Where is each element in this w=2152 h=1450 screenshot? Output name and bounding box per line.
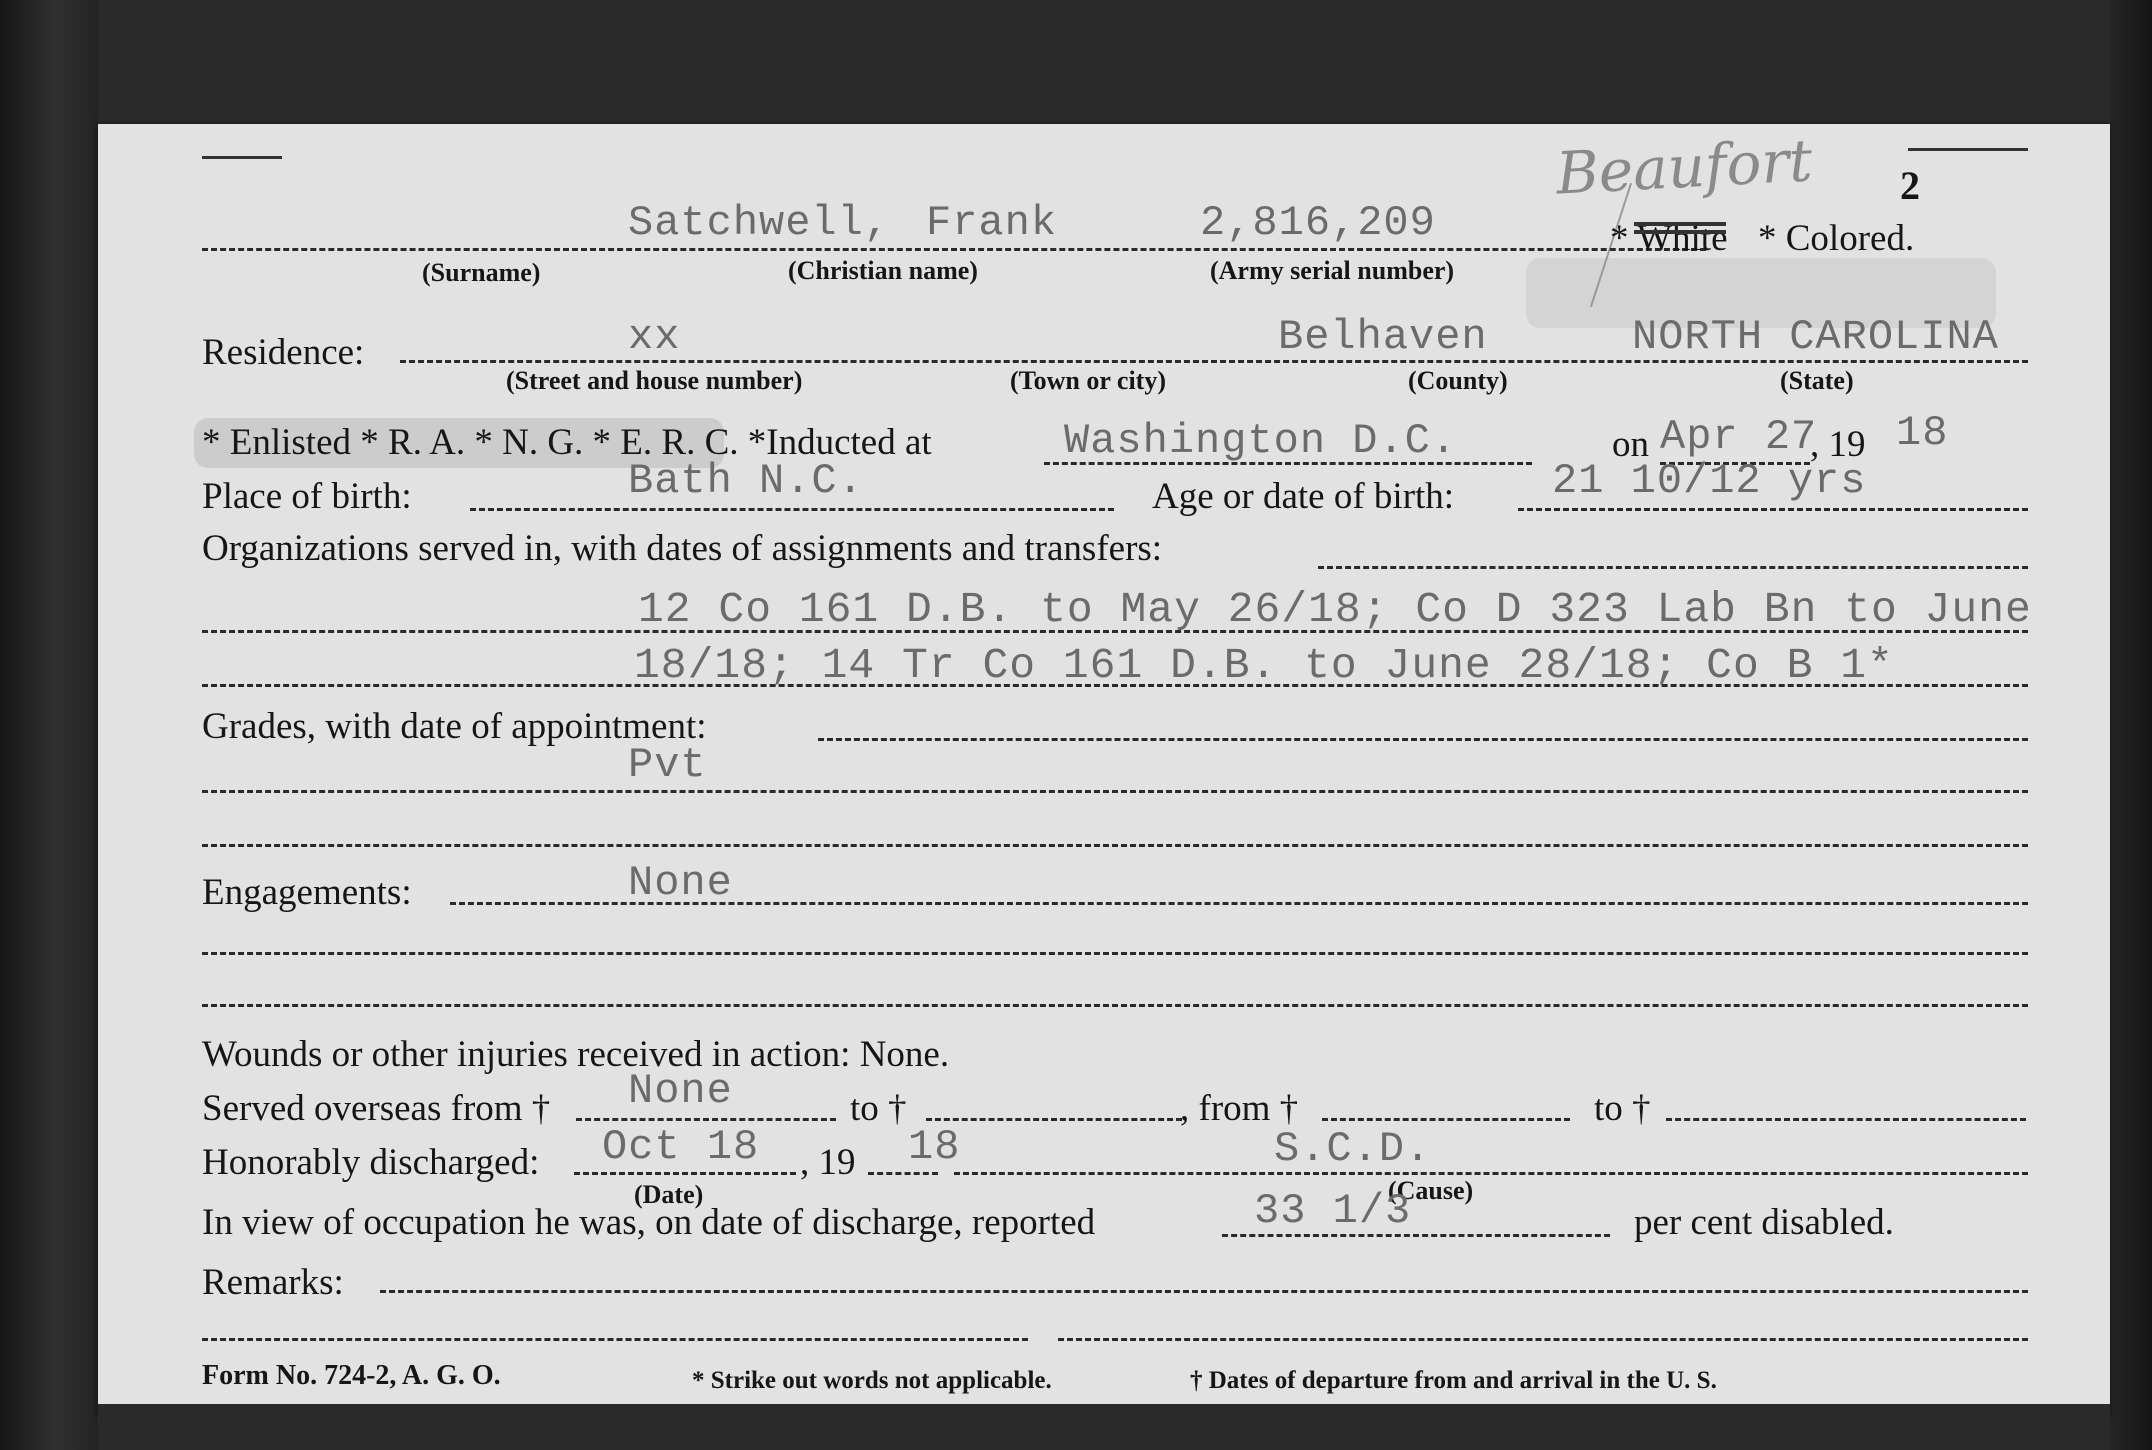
form-number: Form No. 724-2, A. G. O.: [202, 1360, 501, 1391]
discharge-label: Honorably discharged:: [202, 1142, 540, 1183]
overseas-to2-label: to †: [1594, 1088, 1651, 1129]
induction-date-value: Apr 27: [1660, 413, 1818, 461]
remarks-line-1b: [1058, 1338, 2028, 1341]
induction-place-value: Washington D.C.: [1064, 417, 1458, 465]
discharge-year-prefix: , 19: [800, 1142, 856, 1183]
discharge-year-value: 18: [908, 1123, 961, 1171]
on-label: on: [1612, 424, 1649, 465]
scan-border-left: [0, 0, 98, 1450]
date-caption: (Date): [634, 1180, 704, 1209]
remarks-line-1a: [202, 1338, 1028, 1341]
race-white-option: * White: [1610, 218, 1728, 259]
state-value: NORTH CAROLINA: [1632, 313, 1999, 361]
dates-note: † Dates of departure from and arrival in the U. S.: [1190, 1367, 1717, 1394]
engagements-label: Engagements:: [202, 872, 412, 913]
handwritten-county-note: Beaufort: [1554, 126, 1814, 208]
overseas-to2-line: [1666, 1118, 2026, 1121]
surname-caption: (Surname): [422, 258, 541, 287]
organizations-value-line2: 18/18; 14 Tr Co 161 D.B. to June 28/18; Co B 1*: [634, 641, 1894, 690]
discharge-date-value: Oct 18: [602, 1123, 760, 1171]
discharge-date-line: [574, 1172, 796, 1175]
grades-label: Grades, with date of appointment:: [202, 706, 707, 747]
place-of-birth-label: Place of birth:: [202, 476, 412, 517]
cause-caption: (Cause): [1388, 1176, 1474, 1205]
organizations-value-line1: 12 Co 161 D.B. to May 26/18; Co D 323 Lab Bn to June: [638, 585, 2032, 634]
corner-rule: [202, 156, 282, 159]
scan-border-bottom: [98, 1404, 2110, 1450]
race-white-strikeout: [1634, 222, 1726, 226]
remarks-line-0: [380, 1290, 2028, 1293]
corner-rule-right: [1908, 148, 2028, 151]
place-of-birth-value: Bath N.C.: [628, 457, 864, 505]
state-caption: (State): [1780, 366, 1854, 395]
engagements-value: None: [628, 859, 733, 907]
discharge-cause-value: S.C.D.: [1274, 1125, 1432, 1173]
age-label: Age or date of birth:: [1152, 476, 1455, 517]
christian-name-caption: (Christian name): [788, 256, 978, 285]
induction-year-value: 18: [1896, 409, 1949, 457]
organizations-line-0: [1318, 566, 2028, 569]
disability-percent-value: 33 1/3: [1254, 1187, 1412, 1235]
serial-number-value: 2,816,209: [1200, 199, 1436, 247]
residence-label: Residence:: [202, 332, 365, 373]
engagements-line-1: [202, 952, 2028, 955]
overseas-from-value: None: [628, 1067, 733, 1115]
town-caption: (Town or city): [1010, 366, 1166, 395]
age-line: [1518, 508, 2028, 511]
overseas-from2-label: , from †: [1180, 1088, 1299, 1129]
grades-line-0: [818, 738, 2028, 741]
service-record-card: [98, 124, 2110, 1418]
strike-note: * Strike out words not applicable.: [692, 1367, 1052, 1394]
serial-caption: (Army serial number): [1210, 256, 1455, 285]
christian-name-value: Frank: [926, 199, 1058, 247]
discharge-year-line: [868, 1172, 938, 1175]
enlistment-options: * Enlisted * R. A. * N. G. * E. R. C. *Inducted at: [202, 422, 932, 463]
surname-value: Satchwell,: [628, 199, 891, 247]
induction-place-line: [1044, 462, 1532, 465]
wounds-text: Wounds or other injuries received in action: None.: [202, 1034, 950, 1075]
engagements-line-2: [202, 1004, 2028, 1007]
age-value: 21 10/12 yrs: [1552, 457, 1867, 505]
remarks-label: Remarks:: [202, 1262, 344, 1303]
overseas-from-line: [576, 1118, 836, 1121]
town-value: Belhaven: [1278, 313, 1488, 361]
disability-line: [1222, 1234, 1610, 1237]
disability-suffix: per cent disabled.: [1634, 1202, 1894, 1243]
place-of-birth-line: [470, 508, 1114, 511]
organizations-label: Organizations served in, with dates of assignments and transfers:: [202, 528, 1163, 569]
grades-value: Pvt: [628, 741, 707, 789]
residence-line: [400, 360, 2028, 363]
organizations-line-2: [202, 684, 2028, 687]
discharge-cause-line: [954, 1172, 2028, 1175]
county-caption: (County): [1408, 366, 1508, 395]
grades-line-1: [202, 790, 2028, 793]
induction-year-prefix: , 19: [1810, 424, 1866, 465]
overseas-to-line: [926, 1118, 1182, 1121]
street-value: xx: [628, 313, 681, 361]
overseas-label: Served overseas from †: [202, 1088, 551, 1129]
street-caption: (Street and house number): [506, 366, 803, 395]
overseas-from2-line: [1322, 1118, 1570, 1121]
name-line: [202, 248, 1706, 251]
grades-line-2: [202, 844, 2028, 847]
race-white-strikeout-2: [1634, 230, 1726, 234]
overseas-to-label: to †: [850, 1088, 907, 1129]
scan-border-right: [2110, 0, 2152, 1450]
organizations-line-1: [202, 630, 2028, 633]
disability-label: In view of occupation he was, on date of discharge, reported: [202, 1202, 1096, 1243]
engagements-line-0: [450, 902, 2028, 905]
card-number: 2: [1900, 163, 1920, 208]
race-colored-option: * Colored.: [1758, 218, 1915, 259]
